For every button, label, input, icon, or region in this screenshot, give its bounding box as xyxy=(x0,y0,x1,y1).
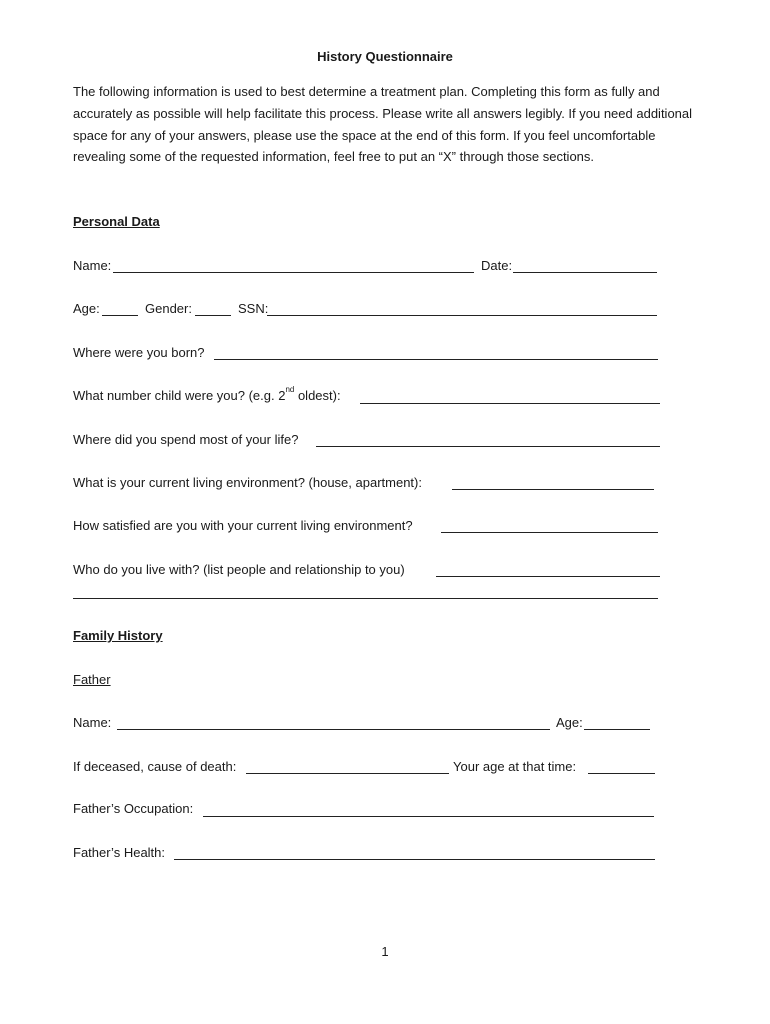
name-label: Name: xyxy=(73,258,112,273)
gender-field[interactable] xyxy=(195,315,231,316)
live-with-field[interactable] xyxy=(436,576,660,577)
father-age-label: Age: xyxy=(556,715,583,730)
family-history-heading: Family History xyxy=(73,628,163,643)
ssn-field[interactable] xyxy=(267,315,657,316)
father-health-field[interactable] xyxy=(174,859,655,860)
personal-data-heading: Personal Data xyxy=(73,214,160,229)
born-label: Where were you born? xyxy=(73,345,205,360)
child-number-field[interactable] xyxy=(360,403,660,404)
live-with-field-continued[interactable] xyxy=(73,598,658,599)
life-label: Where did you spend most of your life? xyxy=(73,432,299,447)
born-field[interactable] xyxy=(214,359,658,360)
intro-paragraph: The following information is used to best determine a treatment plan. Completing this form as fully and accurately as possible will help facilitate this process. Please write all answers legibly. If you need additional space for any of your answers, please use the space at the end of this form. If you feel uncomfortable revealing some of the requested information, feel free to put an “X” through those sections. xyxy=(73,84,693,165)
ssn-label: SSN: xyxy=(238,301,269,316)
child-number-label: What number child were you? (e.g. 2nd oldest): xyxy=(73,385,341,403)
date-label: Date: xyxy=(481,258,513,273)
living-environment-field[interactable] xyxy=(452,489,654,490)
father-occupation-label: Father’s Occupation: xyxy=(73,801,194,816)
father-occupation-field[interactable] xyxy=(203,816,654,817)
cause-of-death-label: If deceased, cause of death: xyxy=(73,759,237,774)
page-number: 1 xyxy=(381,944,389,959)
father-age-field[interactable] xyxy=(584,729,650,730)
age-field[interactable] xyxy=(102,315,138,316)
age-label: Age: xyxy=(73,301,100,316)
father-heading: Father xyxy=(73,672,111,687)
cause-of-death-field[interactable] xyxy=(246,773,449,774)
living-environment-label: What is your current living environment? (house, apartment): xyxy=(73,475,422,490)
age-at-time-label: Your age at that time: xyxy=(453,759,577,774)
satisfied-label: How satisfied are you with your current living environment? xyxy=(73,518,413,533)
life-field[interactable] xyxy=(316,446,660,447)
age-at-time-field[interactable] xyxy=(588,773,655,774)
live-with-label: Who do you live with? (list people and relationship to you) xyxy=(73,562,405,577)
gender-label: Gender: xyxy=(145,301,192,316)
date-field[interactable] xyxy=(513,272,657,273)
father-health-label: Father’s Health: xyxy=(73,845,166,860)
satisfied-field[interactable] xyxy=(441,532,658,533)
name-field[interactable] xyxy=(113,272,474,273)
page-title: History Questionnaire xyxy=(317,49,453,64)
father-name-field[interactable] xyxy=(117,729,550,730)
father-name-label: Name: xyxy=(73,715,112,730)
